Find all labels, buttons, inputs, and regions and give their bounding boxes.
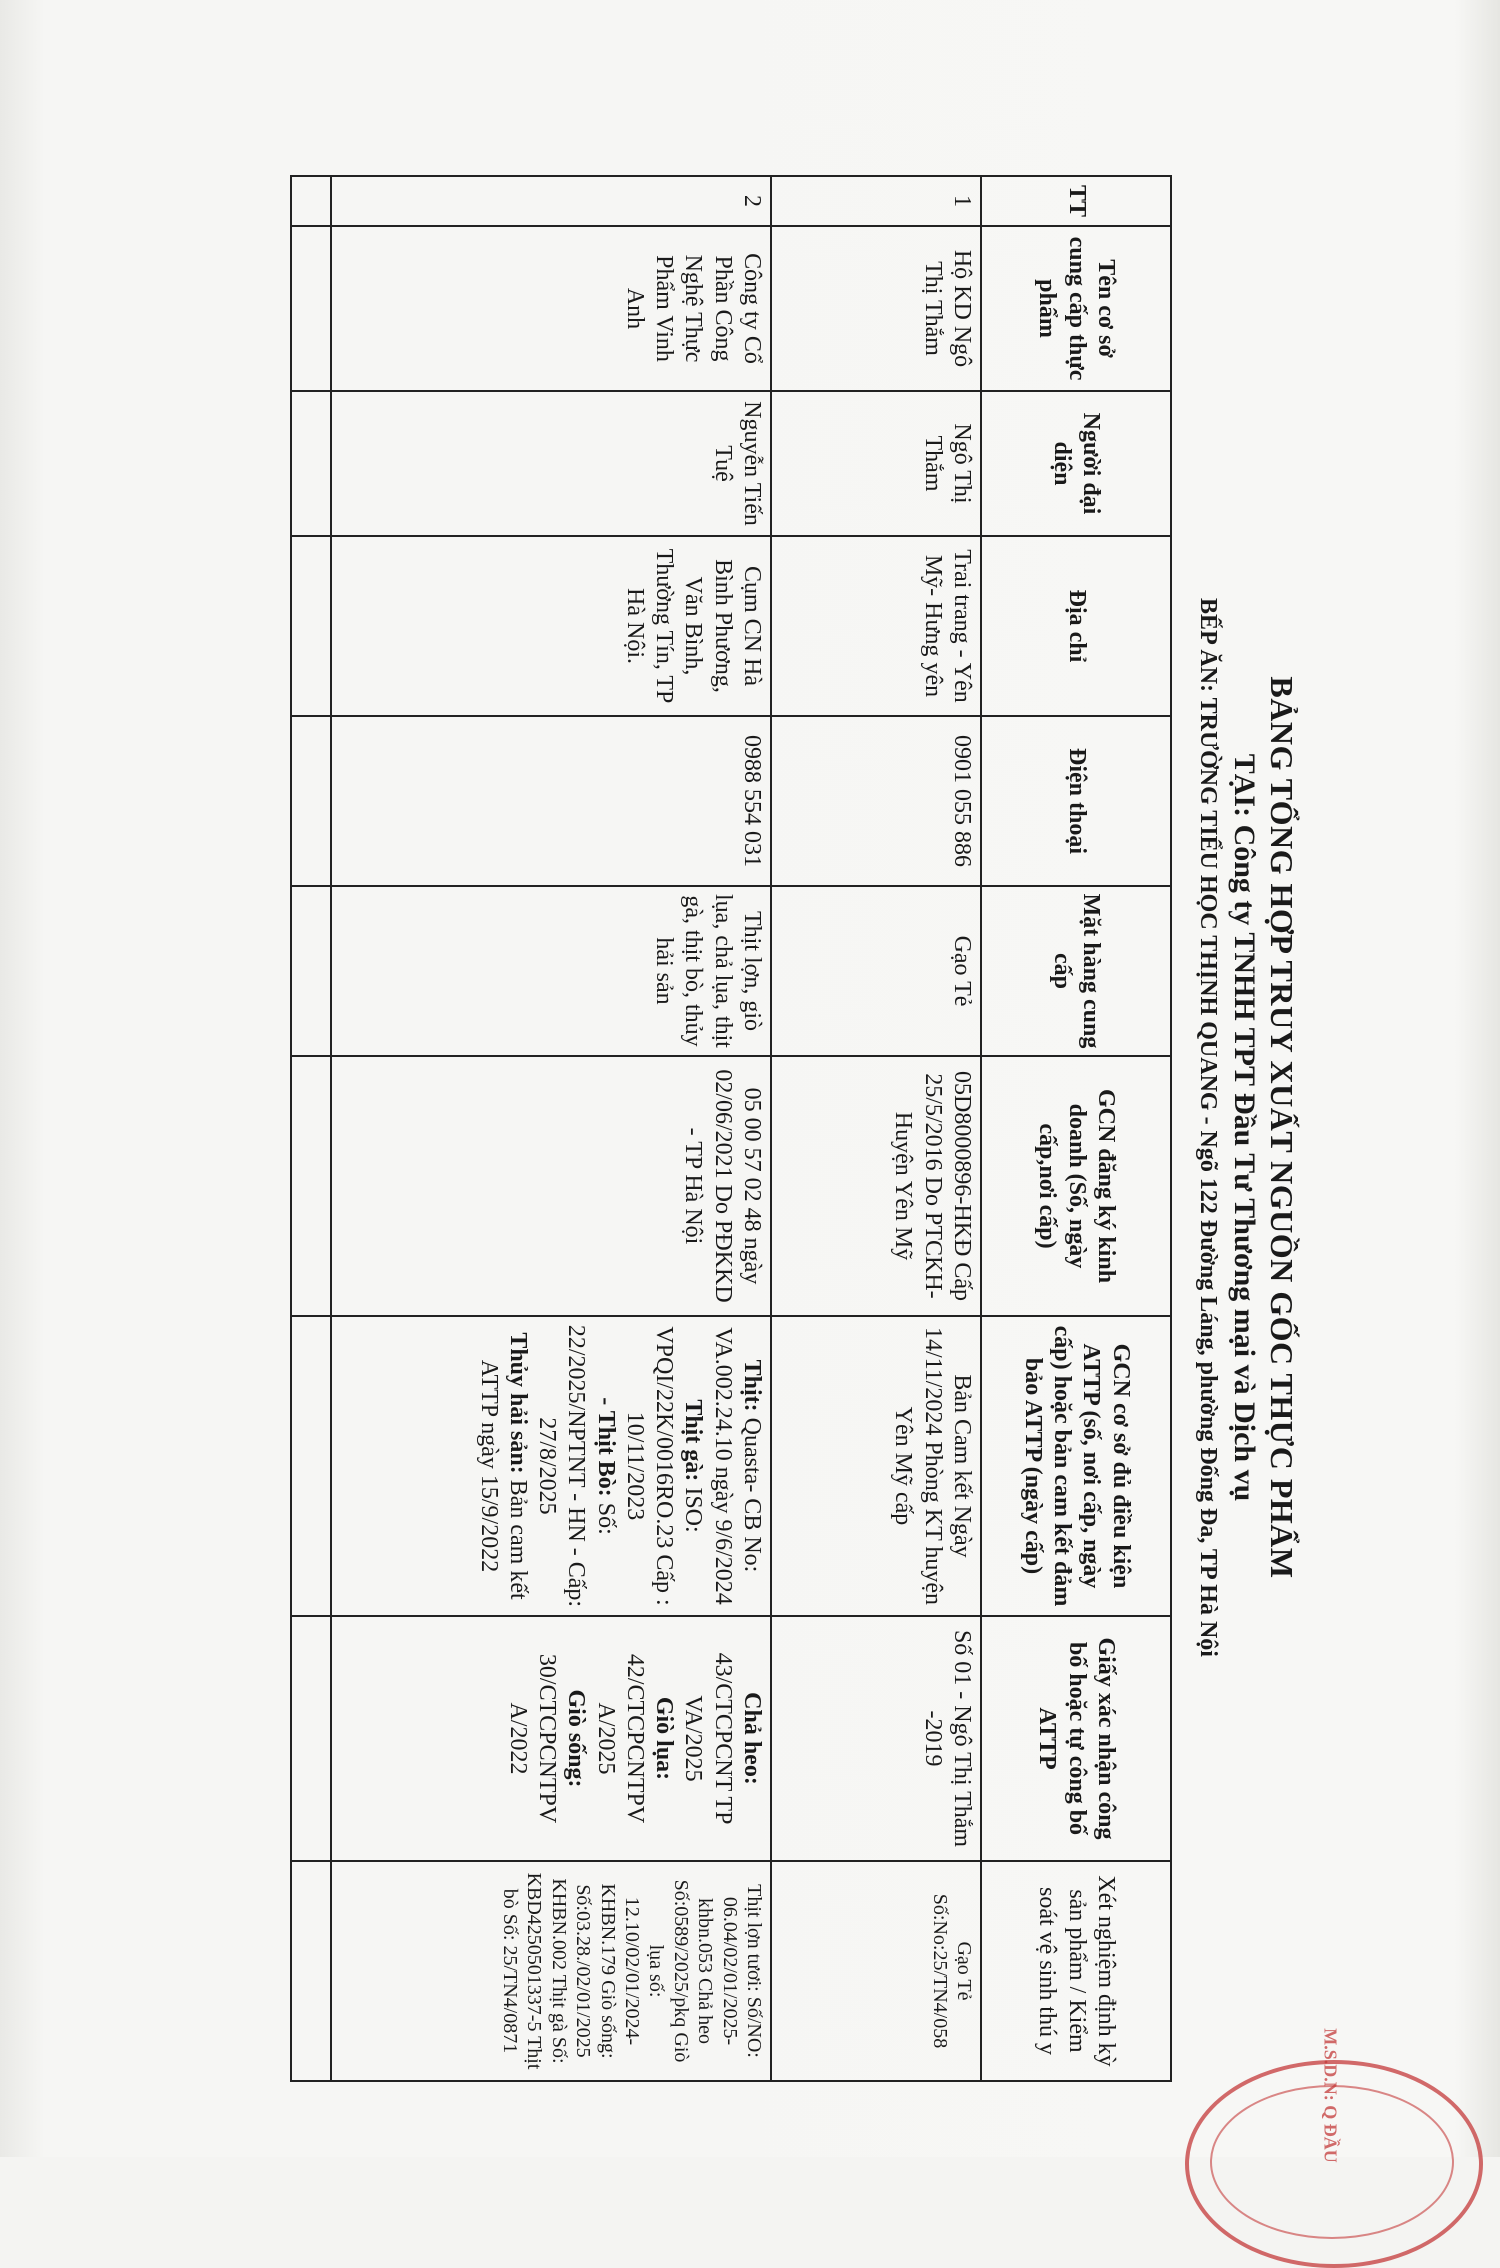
seal-text: M.S.D.N: Q ĐẦU [1320,2028,1341,2163]
cell-addr: Cụm CN Hà Bình Phương, Văn Bình, Thường Tín, TP Hà Nội. [331,536,771,716]
cell-gcn: 05 00 57 02 48 ngày 02/06/2021 Do PĐKKD - TP Hà Nội [331,1056,771,1316]
cell-name: Công ty Cổ Phần Công Nghệ Thực Phẩm Vinh Anh [331,226,771,391]
col-tt: TT [981,176,1171,226]
empty-cell [291,176,331,226]
empty-cell [291,886,331,1056]
cell-cb: Số 01 - Ngô Thị Thắm -2019 [771,1616,981,1861]
cell-gcn: 05D8000896-HKĐ Cấp 25/5/2016 Do PTCKH- Huyện Yên Mỹ [771,1056,981,1316]
cell-atp: Bản Cam kết Ngày 14/11/2024 Phòng KT huyện Yên Mỹ cấp [771,1316,981,1616]
table-row [331,176,771,2081]
atp-item: Thủy hải sản: Bản cam kết ATTP ngày 15/9/2022 [475,1332,531,1600]
document-title: BẢNG TỔNG HỢP TRUY XUẤT NGUỒN GỐC THỰC PHẨM [1264,676,1300,1579]
cell-addr: Trai trang - Yên Mỹ- Hưng yên [771,536,981,716]
cell-phone: 0901 055 886 [771,716,981,886]
empty-cell [291,1861,331,2081]
empty-cell [291,1616,331,1861]
col-cb: Giấy xác nhận công bố hoặc tự công bố ATTP [981,1616,1171,1861]
cell-name: Hộ KD Ngô Thị Thắm [771,226,981,391]
company-line: TẠI: Công ty TNHH TPT Đầu Tư Thương mại và Dịch vụ [1228,753,1261,1502]
document-header [1180,175,1300,2080]
col-phone: Điện thoại [981,716,1171,886]
empty-cell [291,226,331,391]
table-row [291,176,331,2081]
cell-goods: Gạo Tẻ [771,886,981,1056]
empty-cell [291,1316,331,1616]
cell-phone: 0988 554 031 [331,716,771,886]
atp-item: Thịt gà: ISO: VPQI/22K/0016RO.23 Cấp : 10/11/2023 [621,1326,707,1606]
empty-cell [291,716,331,886]
cell-cb [331,1616,771,1861]
col-gcn: GCN đăng ký kinh doanh (Số, ngày cấp,nơi cấp) [981,1056,1171,1316]
atp-item: - Thịt Bò: Số: 22/2025/NPTNT - HN - Cấp: 27/8/2025 [534,1324,619,1608]
cell-xn: Gạo Tẻ Số:No:25/TN4/058 [771,1861,981,2081]
table-row [771,176,981,2081]
col-goods: Mặt hàng cung cấp [981,886,1171,1056]
atp-item: Thịt: Quasta- CB No: VA.002.24.10 ngày 9/6/2024 [709,1327,765,1605]
empty-cell [291,536,331,716]
col-atp: GCN cơ sở đủ điều kiện ATTP (số, nơi cấp, ngày cấp) hoặc bản cam kết đảm bảo ATTP (ngày cấp) [981,1316,1171,1616]
cb-item: Giò lụa: 42/CTCPCNTPV A/2025 [592,1653,678,1824]
cell-atp [331,1316,771,1616]
cell-rep: Ngô Thị Thắm [771,391,981,536]
cb-item: Chả heo: 43/CTCPCNT TP VA/2025 [680,1652,765,1825]
col-name: Tên cơ sở cung cấp thực phẩm [981,226,1171,391]
empty-cell [291,1056,331,1316]
empty-cell [291,391,331,536]
col-addr: Địa chỉ [981,536,1171,716]
traceability-table [290,175,1172,2082]
col-xn: Xét nghiệm định kỳ sản phẩm / Kiểm soát vệ sinh thú y [981,1861,1171,2081]
header-row [981,176,1171,2081]
cb-item: Giò sống: 30/CTCPCNTPV A/2022 [504,1653,590,1824]
cell-tt: 2 [331,176,771,226]
cell-goods: Thịt lợn, giò lụa, chả lụa, thịt gà, thịt bò, thủy hải sản [331,886,771,1056]
kitchen-line: BẾP ĂN: TRƯỜNG TIỂU HỌC THỊNH QUANG - Ngõ 122 Đường Láng, phường Đống Đa, TP Hà Nội [1195,598,1221,1657]
cell-xn: Thịt lợn tươi: Số/NO: 06.04/02/01/2025-khbn.053 Chả heo Số:0589/2025/pkq Giò lụa số: 12.10/02/01/2024-KHBN.179 Giò sống: Số:03.28./02/01/2025 KHBN.002 Thịt gà Số: KBD4250501337-5 Thịt bò Số: 25/TN4/0871 [331,1861,771,2081]
col-rep: Người đại diện [981,391,1171,536]
rotated-document [175,175,1300,2080]
cell-tt: 1 [771,176,981,226]
cell-rep: Nguyễn Tiến Tuệ [331,391,771,536]
